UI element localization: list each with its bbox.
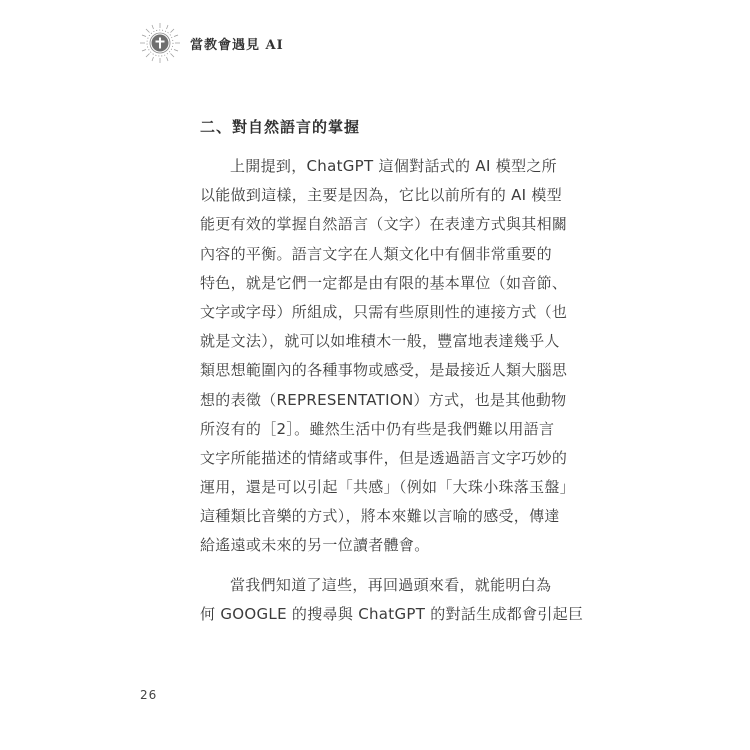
cross-medallion-icon — [138, 21, 182, 65]
text-line: 上開提到，ChatGPT 這個對話式的 AI 模型之所 — [230, 157, 557, 175]
paragraph-1 — [200, 152, 576, 561]
text-line: 類思想範圍內的各種事物或感受，是最接近人類大腦思 — [200, 361, 568, 380]
text-line: 內容的平衡。語言文字在人類文化中有個非常重要的 — [200, 244, 552, 263]
text-line: 特色，就是它們一定都是由有限的基本單位（如音節、 — [200, 273, 568, 292]
section-heading: 二、對自然語言的掌握 — [200, 118, 361, 136]
text-line: 就是文法），就可以如堆積木一般，豐富地表達幾乎人 — [200, 332, 560, 351]
running-header — [138, 20, 284, 66]
text-line: 運用，還是可以引起「共感」（例如「大珠小珠落玉盤」 — [200, 478, 576, 497]
text-line: 當我們知道了這些，再回過頭來看，就能明白為 — [230, 575, 552, 594]
page-body — [200, 116, 584, 629]
paragraph-2 — [200, 571, 584, 629]
page-number: 26 — [140, 688, 158, 702]
text-line: 所沒有的［2］。雖然生活中仍有些是我們難以用語言 — [200, 419, 555, 438]
text-line: 何 GOOGLE 的搜尋與 ChatGPT 的對話生成都會引起巨 — [200, 604, 584, 623]
text-line: 能更有效的掌握自然語言（文字）在表達方式與其相關 — [200, 215, 568, 234]
text-line: 給遙遠或未來的另一位讀者體會。 — [200, 536, 430, 555]
book-title: 當教會遇見 AI — [190, 37, 284, 53]
text-line: 以能做到這樣，主要是因為，它比以前所有的 AI 模型 — [200, 186, 563, 205]
text-line: 文字或字母）所組成，只需有些原則性的連接方式（也 — [200, 302, 568, 321]
text-line: 想的表徵（REPRESENTATION）方式，也是其他動物 — [200, 390, 567, 409]
text-line: 這種類比音樂的方式），將本來難以言喻的感受，傳達 — [200, 507, 560, 526]
text-line: 文字所能描述的情緒或事件，但是透過語言文字巧妙的 — [200, 448, 568, 467]
